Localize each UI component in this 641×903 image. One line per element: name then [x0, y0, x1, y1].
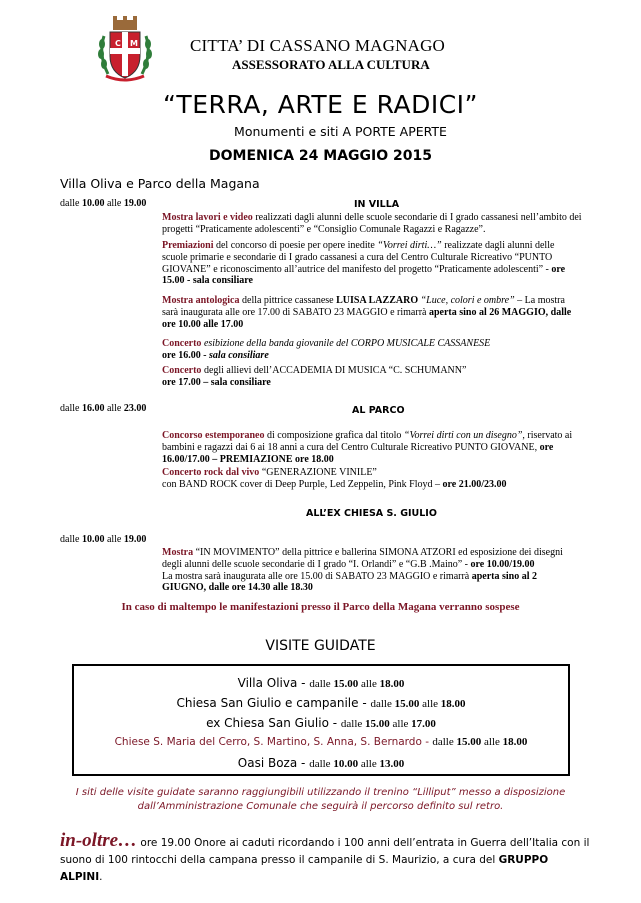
villa-event-5: Concerto degli allievi dell’ACCADEMIA DI MUSICA “C. SCHUMANN” ore 17.00 – sala consiliare [162, 365, 467, 388]
department-name: ASSESSORATO ALLA CULTURA [232, 57, 430, 72]
inoltre-paragraph: in-oltre… ore 19.00 Onore ai caduti ricordando i 100 anni dell’entrata in Guerra dell’Italia con il suono di 100 rintocchi della campana presso il campanile di S. Maurizio, a cura del GRUPPO ALPINI. [60, 830, 590, 883]
villa-time: dalle 10.00 alle 19.00 [60, 198, 147, 209]
villa-event-1: Mostra lavori e video realizzati dagli alunni delle scuole secondarie di I grado cassanesi nell’ambito dei progetti “Praticamente adolescenti” e “Consiglio Comunale Ragazzi e Ragazze”. [162, 212, 582, 235]
section-heading-parco: AL PARCO [352, 405, 405, 416]
guided-tours-heading: VISITE GUIDATE [265, 638, 376, 654]
section-heading-chiesa: ALL’EX CHIESA S. GIULIO [306, 508, 437, 519]
event-title: “TERRA, ARTE E RADICI” [162, 90, 479, 119]
event-subtitle: Monumenti e siti A PORTE APERTE [234, 124, 447, 139]
tour-row: Villa Oliva - dalle 15.00 alle 18.00 [237, 676, 405, 690]
chiesa-event-1: Mostra “IN MOVIMENTO” della pittrice e ballerina SIMONA ATZORI ed esposizione dei disegni degli alunni delle scuole secondarie di I grado “I. Orlandi” e “G.B .Maino” - ore 10.00/19.00 La mostra sarà inaugurata alle ore 15.00 di SABATO 23 MAGGIO e rimarrà aperta sino al 2 GIUGNO, dalle ore 14.30 alle 18.30 [162, 547, 563, 594]
tour-row: Chiese S. Maria del Cerro, S. Martino, S. Anna, S. Bernardo - dalle 15.00 alle 18.00 [114, 736, 528, 748]
venue-title: Villa Oliva e Parco della Magana [60, 176, 260, 191]
guided-tours-box [72, 664, 570, 776]
villa-event-4: Concerto esibizione della banda giovanile del CORPO MUSICALE CASSANESE ore 16.00 - sala consiliare [162, 338, 491, 361]
parco-time: dalle 16.00 alle 23.00 [60, 403, 147, 414]
weather-notice: In caso di maltempo le manifestazioni presso il Parco della Magana verranno sospese [121, 601, 520, 613]
svg-text:M: M [130, 39, 138, 48]
city-crest-icon [96, 14, 154, 84]
villa-event-2: Premiazioni del concorso di poesie per opere inedite “Vorrei dirti…” realizzate dagli alunni delle scuole primarie e secondarie di I grado cassanesi a cura del Centro Culturale Ricreativo “PUNTO GIOVANE” e riconoscimento all’autrice del manifesto del progetto “Praticamente adolescenti” - ore 15.00 - sala consiliare [162, 240, 566, 287]
parco-event-1: Concorso estemporaneo di composizione grafica dal titolo “Vorrei dirti con un disegno”, riservato ai bambini e ragazzi dai 6 ai 18 anni a cura del Centro Culturale Ricreativo PUNTO GIOVANE, ore 16.00/17.00 – PREMIAZIONE ore 18.00 [162, 430, 573, 465]
chiesa-time: dalle 10.00 alle 19.00 [60, 534, 147, 545]
train-note: I siti delle visite guidate saranno raggiungibili utilizzando il trenino “Lilliput” messo a disposizione dall’Amministrazione Comunale che seguirà il percorso definito sul retro. [75, 787, 566, 812]
tour-row: Oasi Boza - dalle 10.00 alle 13.00 [237, 756, 405, 770]
city-name: CITTA’ DI CASSANO MAGNAGO [190, 36, 446, 55]
tour-row: Chiesa San Giulio e campanile - dalle 15.00 alle 18.00 [176, 696, 466, 710]
villa-event-3: Mostra antologica della pittrice cassanese LUISA LAZZARO “Luce, colori e ombre” – La mostra sarà inaugurata alle ore 17.00 di SABATO 23 MAGGIO e rimarrà aperta sino al 26 MAGGIO, dalle ore 10.00 alle 17.00 [162, 295, 572, 330]
tour-row: ex Chiesa San Giulio - dalle 15.00 alle 17.00 [206, 716, 436, 730]
event-date: DOMENICA 24 MAGGIO 2015 [209, 148, 432, 164]
svg-text:C: C [115, 39, 121, 48]
section-heading-villa: IN VILLA [354, 199, 400, 210]
parco-event-2: Concerto rock dal vivo “GENERAZIONE VINILE” con BAND ROCK cover di Deep Purple, Led Zeppelin, Pink Floyd – ore 21.00/23.00 [162, 467, 507, 490]
